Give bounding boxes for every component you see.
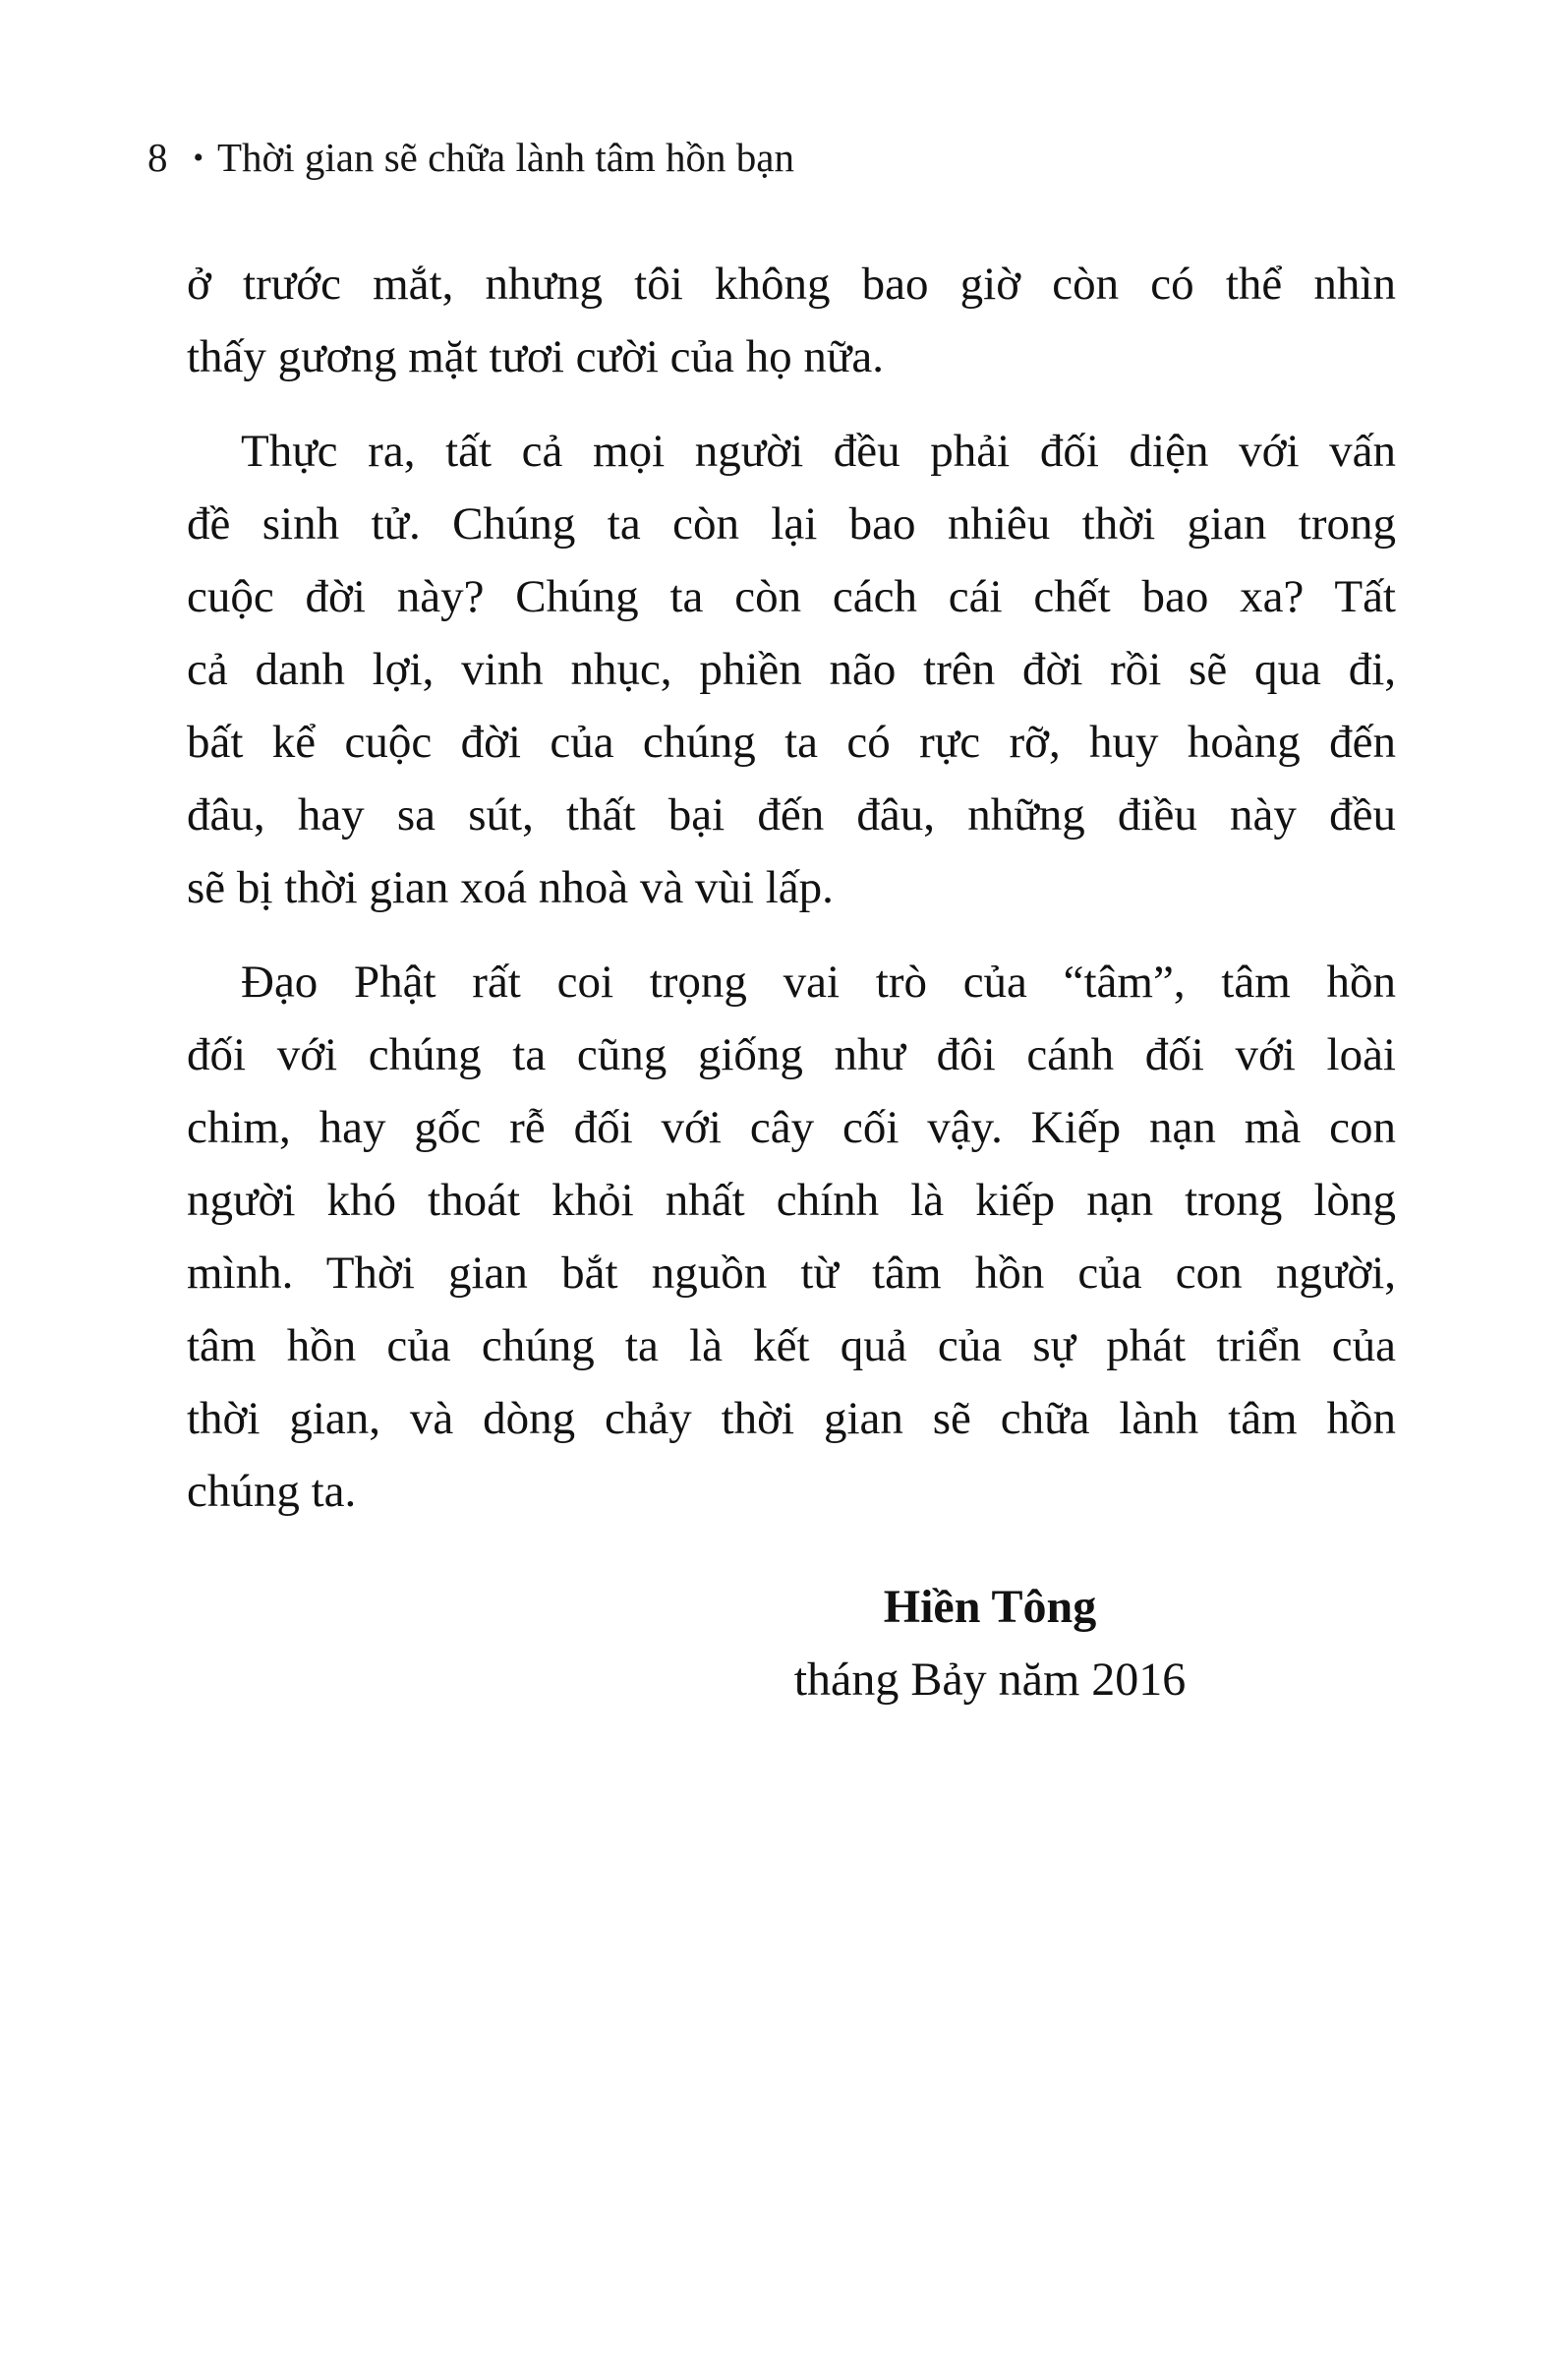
signature-block (584, 1571, 1396, 1716)
text-line: đề sinh tử. Chúng ta còn lại bao nhiêu thời gian trong (187, 498, 1396, 550)
text-line: thời gian, và dòng chảy thời gian sẽ chữa lành tâm hồn (187, 1393, 1396, 1444)
text-line: chim, hay gốc rễ đối với cây cối vậy. Kiếp nạn mà con (187, 1102, 1396, 1153)
signature-date: tháng Bảy năm 2016 (793, 1654, 1187, 1706)
text-line: Đạo Phật rất coi trọng vai trò của “tâm”, tâm hồn (241, 957, 1396, 1008)
book-title: Thời gian sẽ chữa lành tâm hồn bạn (217, 135, 795, 180)
text-line: tâm hồn của chúng ta là kết quả của sự phát triển của (187, 1320, 1396, 1371)
page-number: 8 (147, 135, 168, 180)
text-line: sẽ bị thời gian xoá nhoà và vùi lấp. (187, 862, 834, 913)
running-header (147, 134, 794, 182)
text-line: người khó thoát khỏi nhất chính là kiếp nạn trong lòng (187, 1175, 1396, 1226)
signature-author: Hiền Tông (883, 1581, 1097, 1633)
text-line: đâu, hay sa sút, thất bại đến đâu, những điều này đều (187, 789, 1396, 841)
bullet-separator-icon: • (193, 142, 204, 174)
paragraph (187, 248, 1396, 393)
text-line: chúng ta. (187, 1466, 357, 1517)
text-line: mình. Thời gian bắt nguồn từ tâm hồn của con người, (187, 1248, 1396, 1299)
body-text (187, 248, 1396, 1716)
text-line: đối với chúng ta cũng giống như đôi cánh đối với loài (187, 1029, 1396, 1080)
paragraph (187, 415, 1396, 924)
text-line: bất kể cuộc đời của chúng ta có rực rỡ, huy hoàng đến (187, 717, 1396, 768)
text-line: thấy gương mặt tươi cười của họ nữa. (187, 331, 884, 382)
text-line: Thực ra, tất cả mọi người đều phải đối diện với vấn (241, 426, 1396, 477)
text-line: cả danh lợi, vinh nhục, phiền não trên đời rồi sẽ qua đi, (187, 644, 1396, 695)
text-line: cuộc đời này? Chúng ta còn cách cái chết bao xa? Tất (187, 571, 1396, 622)
text-line: ở trước mắt, nhưng tôi không bao giờ còn có thể nhìn (187, 259, 1396, 310)
paragraph (187, 946, 1396, 1528)
